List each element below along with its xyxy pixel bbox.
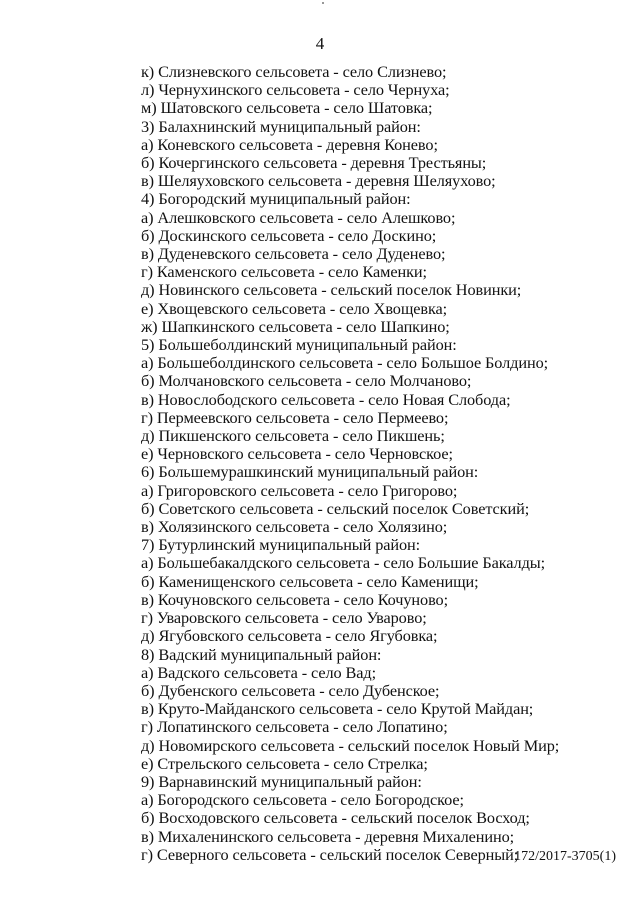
list-item-line: в) Холязинского сельсовета - село Холязино; — [141, 517, 448, 537]
list-item-line: б) Каменищенского сельсовета - село Каменищи; — [141, 571, 479, 591]
section-heading-line: 8) Вадский муниципальный район: — [141, 644, 382, 664]
list-item-line: в) Шеляуховского сельсовета - деревня Шеляухово; — [141, 171, 496, 191]
list-item-line: е) Хвощевского сельсовета - село Хвощевка; — [141, 298, 448, 318]
list-item-line: ж) Шапкинского сельсовета - село Шапкино; — [141, 316, 450, 336]
list-item-line: г) Уваровского сельсовета - село Уварово; — [141, 608, 427, 628]
list-item-line: а) Коневского сельсовета - деревня Конево; — [141, 134, 438, 154]
list-item-line: д) Ягубовского сельсовета - село Ягубовка; — [141, 626, 438, 646]
list-item-line: а) Большебакалдского сельсовета - село Большие Бакалды; — [141, 553, 546, 573]
list-item-line: в) Кочуновского сельсовета - село Кочуново; — [141, 589, 449, 609]
document-code: 172/2017-3705(1) — [514, 849, 616, 864]
list-item-line: г) Пермеевского сельсовета - село Пермеево; — [141, 407, 449, 427]
list-item-line: г) Лопатинского сельсовета - село Лопатино; — [141, 717, 448, 737]
page-number: 4 — [315, 34, 325, 53]
list-item-line: в) Круто-Майданского сельсовета - село Крутой Майдан; — [141, 699, 534, 719]
section-heading-line: 7) Бутурлинский муниципальный район: — [141, 535, 421, 555]
list-item-line: б) Молчановского сельсовета - село Молчаново; — [141, 371, 472, 391]
list-item-line: в) Дуденевского сельсовета - село Дуденево; — [141, 244, 446, 264]
section-heading-line: 9) Варнавинский муниципальный район: — [141, 771, 422, 791]
scan-speck — [322, 2, 324, 4]
section-heading-line: 3) Балахнинский муниципальный район: — [141, 116, 421, 136]
list-item-line: б) Советского сельсовета - сельский поселок Советский; — [141, 498, 530, 518]
list-item-line: а) Алешковского сельсовета - село Алешково; — [141, 207, 456, 227]
list-item-line: д) Пикшенского сельсовета - село Пикшень; — [141, 426, 445, 446]
list-item-line: а) Григоровского сельсовета - село Григорово; — [141, 480, 458, 500]
list-item-line: а) Большеболдинского сельсовета - село Большое Болдино; — [141, 353, 549, 373]
list-item-line: г) Северного сельсовета - сельский поселок Северный; — [141, 844, 519, 864]
list-item-line: а) Вадского сельсовета - село Вад; — [141, 662, 376, 682]
list-item-line: л) Чернухинского сельсовета - село Чернуха; — [141, 80, 450, 100]
list-item-line: г) Каменского сельсовета - село Каменки; — [141, 262, 427, 282]
list-item-line: б) Доскинского сельсовета - село Доскино; — [141, 225, 437, 245]
list-item-line: б) Восходовского сельсовета - сельский поселок Восход; — [141, 808, 530, 828]
list-item-line: е) Черновского сельсовета - село Черновское; — [141, 444, 453, 464]
section-heading-line: 5) Большеболдинский муниципальный район: — [141, 335, 457, 355]
list-item-line: д) Новомирского сельсовета - сельский поселок Новый Мир; — [141, 735, 560, 755]
list-item-line: б) Дубенского сельсовета - село Дубенское; — [141, 680, 440, 700]
section-heading-line: 4) Богородский муниципальный район: — [141, 189, 411, 209]
section-heading-line: 6) Большемурашкинский муниципальный район: — [141, 462, 479, 482]
list-item-line: а) Богородского сельсовета - село Богородское; — [141, 790, 464, 810]
document-body — [141, 63, 621, 864]
list-item-line: д) Новинского сельсовета - сельский поселок Новинки; — [141, 280, 522, 300]
list-item-line: м) Шатовского сельсовета - село Шатовка; — [141, 98, 433, 118]
list-item-line: б) Кочергинского сельсовета - деревня Трестьяны; — [141, 153, 487, 173]
list-item-line: к) Слизневского сельсовета - село Слизнево; — [141, 62, 447, 81]
list-item-line: е) Стрельского сельсовета - село Стрелка; — [141, 753, 428, 773]
list-item-line: в) Новослободского сельсовета - село Новая Слобода; — [141, 389, 511, 409]
list-item-line: в) Михаленинского сельсовета - деревня Михаленино; — [141, 826, 515, 846]
